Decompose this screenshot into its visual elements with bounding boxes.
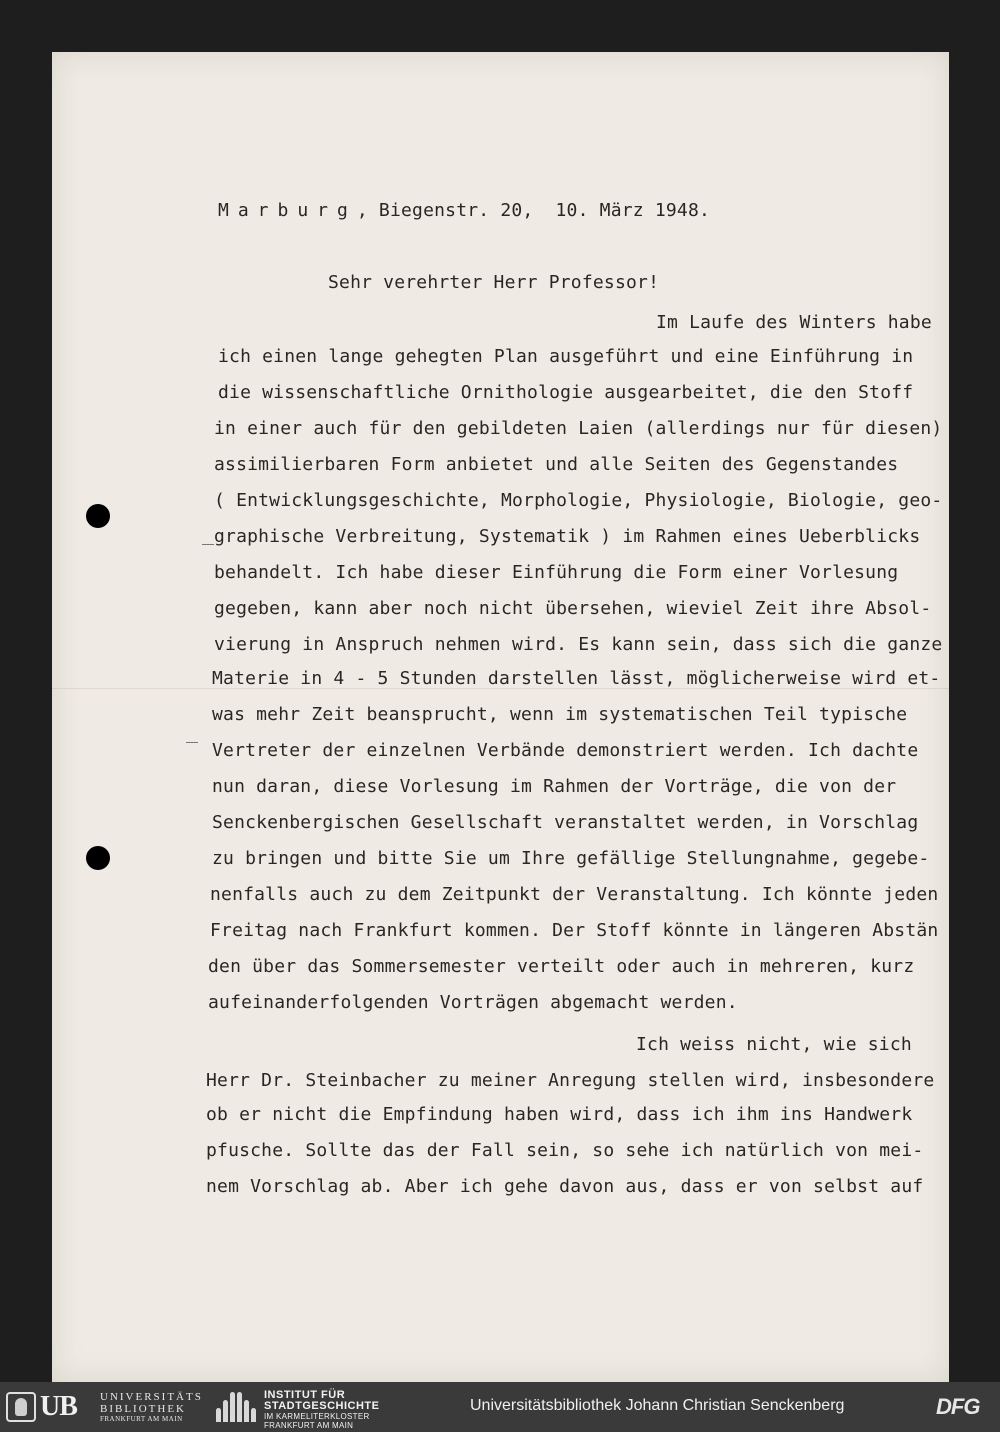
- body-line: ( Entwicklungsgeschichte, Morphologie, Physiologie, Biologie, geo-: [214, 490, 943, 511]
- body-line: assimilierbaren Form anbietet und alle Seiten des Gegenstandes: [214, 454, 899, 475]
- body-line: Vertreter der einzelnen Verbände demonstriert werden. Ich dachte: [212, 740, 919, 761]
- salutation: Sehr verehrter Herr Professor!: [328, 272, 660, 293]
- letter-date-line: [218, 200, 710, 222]
- ub-name: [100, 1391, 210, 1424]
- ub-seal-icon: [6, 1392, 36, 1422]
- body-line: Herr Dr. Steinbacher zu meiner Anregung stellen wird, insbesondere: [206, 1070, 935, 1091]
- body-line: den über das Sommersemester verteilt oder auch in mehreren, kurz: [208, 956, 915, 977]
- body-line: zu bringen und bitte Sie um Ihre gefällige Stellungnahme, gegebe-: [212, 848, 930, 869]
- dfg-logo[interactable]: DFG: [936, 1394, 980, 1419]
- isg-name-line4: FRANKFURT AM MAIN: [264, 1421, 354, 1430]
- body-line: Im Laufe des Winters habe: [656, 312, 932, 333]
- ub-name-line3: FRANKFURT AM MAIN: [100, 1415, 183, 1423]
- body-line: vierung in Anspruch nehmen wird. Es kann sein, dass sich die ganze: [214, 634, 943, 655]
- isg-arches-icon[interactable]: [216, 1392, 256, 1422]
- library-credit: Universitätsbibliothek Johann Christian Senckenberg: [470, 1397, 845, 1414]
- body-line: Senckenbergischen Gesellschaft veranstaltet werden, in Vorschlag: [212, 812, 919, 833]
- body-line: nenfalls auch zu dem Zeitpunkt der Veranstaltung. Ich könnte jeden: [210, 884, 939, 905]
- ub-logo[interactable]: [6, 1390, 98, 1424]
- ub-name-line1: UNIVERSITÄTS: [100, 1391, 203, 1403]
- ub-name-line2: BIBLIOTHEK: [100, 1403, 186, 1415]
- body-line: was mehr Zeit beansprucht, wenn im systematischen Teil typische: [212, 704, 908, 725]
- body-line: in einer auch für den gebildeten Laien (allerdings nur für diesen): [214, 418, 943, 439]
- body-line: ob er nicht die Empfindung haben wird, dass ich ihm ins Handwerk: [206, 1104, 913, 1125]
- isg-name-line3: IM KARMELITERKLOSTER: [264, 1412, 370, 1421]
- body-line: ich einen lange gehegten Plan ausgeführt und eine Einführung in: [218, 346, 914, 367]
- isg-name: [264, 1390, 444, 1430]
- body-line: Ich weiss nicht, wie sich: [636, 1034, 912, 1055]
- body-line: aufeinanderfolgenden Vorträgen abgemacht werden.: [208, 992, 738, 1013]
- date-address: , Biegenstr. 20, 10. März 1948.: [356, 200, 711, 221]
- body-line: graphische Verbreitung, Systematik ) im Rahmen eines Ueberblicks: [214, 526, 921, 547]
- isg-name-line1: INSTITUT FÜR: [264, 1389, 346, 1401]
- body-line: behandelt. Ich habe dieser Einführung die Form einer Vorlesung: [214, 562, 899, 583]
- body-line: nun daran, diese Vorlesung im Rahmen der Vorträge, die von der: [212, 776, 897, 797]
- body-line: die wissenschaftliche Ornithologie ausgearbeitet, die den Stoff: [218, 382, 914, 403]
- body-line: Freitag nach Frankfurt kommen. Der Stoff könnte in längeren Abstän: [210, 920, 939, 941]
- body-line: Materie in 4 - 5 Stunden darstellen lässt, möglicherweise wird et-: [212, 668, 941, 689]
- ub-letters: UB: [40, 1391, 77, 1422]
- isg-name-line2: STADTGESCHICHTE: [264, 1400, 380, 1412]
- footer-bar: [0, 1382, 1000, 1432]
- body-line: gegeben, kann aber noch nicht übersehen, wieviel Zeit ihre Absol-: [214, 598, 932, 619]
- date-city: Marburg: [218, 200, 357, 221]
- body-line: pfusche. Sollte das der Fall sein, so sehe ich natürlich von mei-: [206, 1140, 924, 1161]
- body-line: nem Vorschlag ab. Aber ich gehe davon aus, dass er von selbst auf: [206, 1176, 924, 1197]
